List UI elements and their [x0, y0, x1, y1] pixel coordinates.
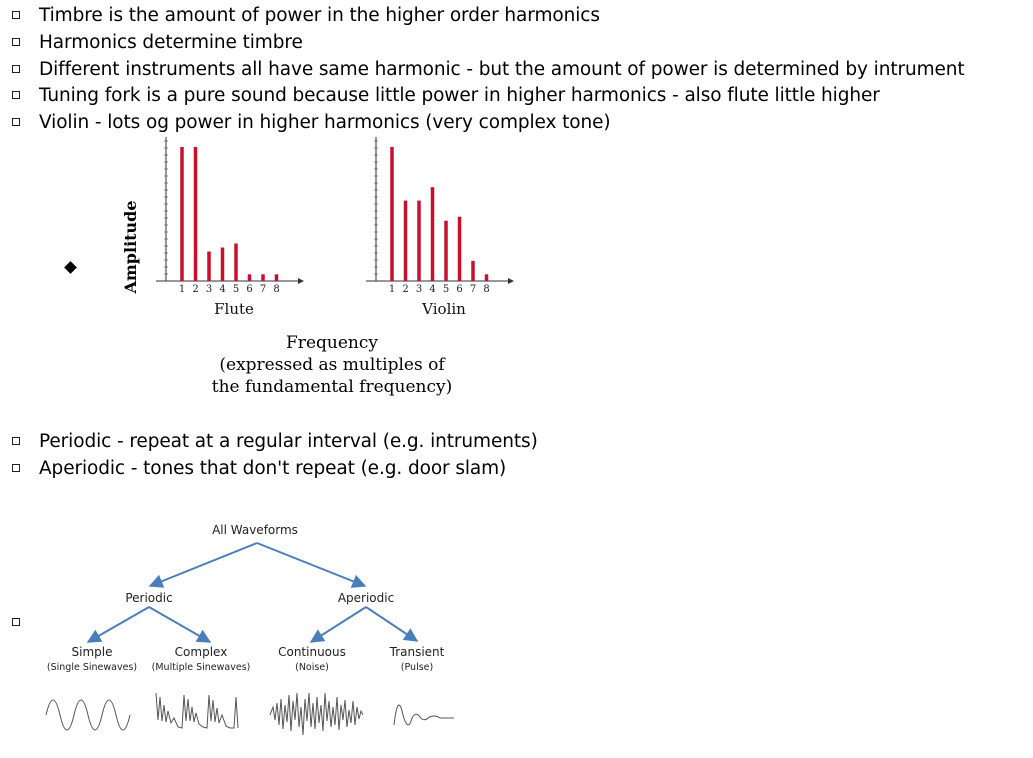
frequency-label-line-3: the fundamental frequency) — [211, 377, 453, 397]
violin-x-tick-label: 5 — [442, 284, 450, 295]
bullet-violin — [12, 109, 611, 135]
flute-bar-3 — [207, 252, 211, 281]
waveform-tree-diagram — [40, 515, 470, 750]
violin-bar-3 — [417, 201, 421, 281]
flute-bar-4 — [221, 248, 225, 282]
node-continuous-sub: (Noise) — [295, 662, 329, 673]
flute-bar-6 — [248, 274, 252, 281]
bullet-checkbox-icon — [12, 437, 20, 445]
violin-bar-4 — [431, 187, 435, 281]
node-transient-sub: (Pulse) — [400, 662, 434, 673]
bullet-text: Tuning fork is a pure sound because little power in higher harmonics - also flute little higher — [39, 84, 880, 106]
flute-chart-title: Flute — [214, 300, 254, 318]
bullet-harmonics — [12, 29, 303, 55]
bullet-tuning-fork — [12, 82, 880, 108]
bullet-checkbox-icon — [12, 65, 20, 73]
simple-sinewave-sketch — [46, 700, 130, 730]
violin-bar-8 — [485, 274, 489, 281]
flute-x-tick-label: 4 — [219, 284, 226, 295]
flute-chart — [156, 137, 304, 318]
bullet-text: Timbre is the amount of power in the higher order harmonics — [39, 4, 600, 26]
flute-x-tick-label: 2 — [192, 284, 199, 295]
node-continuous: Continuous — [278, 645, 346, 659]
violin-x-tick-label: 1 — [388, 284, 396, 295]
bullet-instruments — [12, 56, 965, 82]
violin-x-axis-arrow-icon — [508, 278, 514, 284]
flute-x-tick-label: 1 — [178, 284, 186, 295]
violin-bar-7 — [471, 261, 475, 281]
bullet-checkbox-icon — [12, 91, 20, 99]
pulse-wave-sketch — [394, 705, 454, 725]
bullet-timbre — [12, 2, 600, 28]
flute-bar-1 — [180, 147, 184, 281]
node-complex: Complex — [174, 645, 228, 659]
bullet-checkbox-icon — [12, 38, 20, 46]
arrow-root-aperiodic — [257, 543, 365, 586]
frequency-label-line-1: Frequency — [286, 333, 378, 353]
violin-chart — [366, 137, 514, 318]
flute-x-tick-label: 8 — [273, 284, 280, 295]
arrow-aperiodic-transient — [366, 607, 417, 641]
bullet-text: Harmonics determine timbre — [39, 31, 303, 53]
bullet-checkbox-icon — [12, 618, 20, 626]
violin-bar-6 — [458, 217, 462, 281]
violin-x-tick-label: 3 — [415, 284, 423, 295]
bullet-text: Different instruments all have same harmonic - but the amount of power is determined by intrument — [39, 58, 965, 80]
violin-x-tick-label: 4 — [429, 284, 436, 295]
violin-bar-5 — [444, 221, 448, 281]
violin-x-tick-label: 8 — [483, 284, 490, 295]
arrow-periodic-simple — [88, 607, 149, 642]
flute-x-tick-label: 6 — [246, 284, 253, 295]
bullet-text: Aperiodic - tones that don't repeat (e.g. door slam) — [39, 457, 507, 479]
bullet-checkbox-icon — [12, 118, 20, 126]
node-simple-sub: (Single Sinewaves) — [46, 662, 138, 673]
bullet-checkbox-icon — [12, 464, 20, 472]
flute-bar-7 — [261, 274, 265, 281]
violin-x-tick-label: 2 — [402, 284, 409, 295]
node-complex-sub: (Multiple Sinewaves) — [151, 662, 251, 673]
diamond-bullet-icon — [64, 261, 77, 274]
bullet-text: Periodic - repeat at a regular interval (e.g. intruments) — [39, 430, 538, 452]
node-aperiodic: Aperiodic — [337, 591, 395, 605]
violin-x-tick-label: 7 — [469, 284, 477, 295]
bullet-aperiodic — [12, 455, 506, 481]
violin-chart-title: Violin — [422, 300, 466, 318]
harmonic-spectra-figure — [110, 135, 540, 405]
arrow-aperiodic-continuous — [311, 607, 366, 642]
bullet-empty — [12, 609, 39, 635]
arrow-periodic-complex — [149, 607, 210, 642]
violin-bar-2 — [404, 201, 408, 281]
bullet-checkbox-icon — [12, 11, 20, 19]
arrow-root-periodic — [150, 543, 257, 586]
flute-bar-8 — [275, 274, 279, 281]
node-transient: Transient — [389, 645, 445, 659]
bullet-text: Violin - lots og power in higher harmonics (very complex tone) — [39, 111, 611, 133]
node-periodic: Periodic — [125, 591, 173, 605]
node-simple: Simple — [71, 645, 113, 659]
complex-wave-sketch — [156, 693, 238, 728]
flute-x-tick-label: 5 — [232, 284, 240, 295]
amplitude-axis-label: Amplitude — [121, 200, 140, 294]
flute-bar-2 — [194, 147, 198, 281]
flute-x-tick-label: 7 — [259, 284, 267, 295]
bullet-periodic — [12, 428, 538, 454]
noise-wave-sketch — [270, 693, 363, 735]
frequency-label-line-2: (expressed as multiples of — [219, 355, 445, 375]
flute-bar-5 — [234, 243, 238, 281]
violin-bar-1 — [390, 147, 394, 281]
flute-x-tick-label: 3 — [205, 284, 213, 295]
violin-x-tick-label: 6 — [456, 284, 463, 295]
flute-x-axis-arrow-icon — [298, 278, 304, 284]
node-all-waveforms: All Waveforms — [212, 523, 298, 537]
